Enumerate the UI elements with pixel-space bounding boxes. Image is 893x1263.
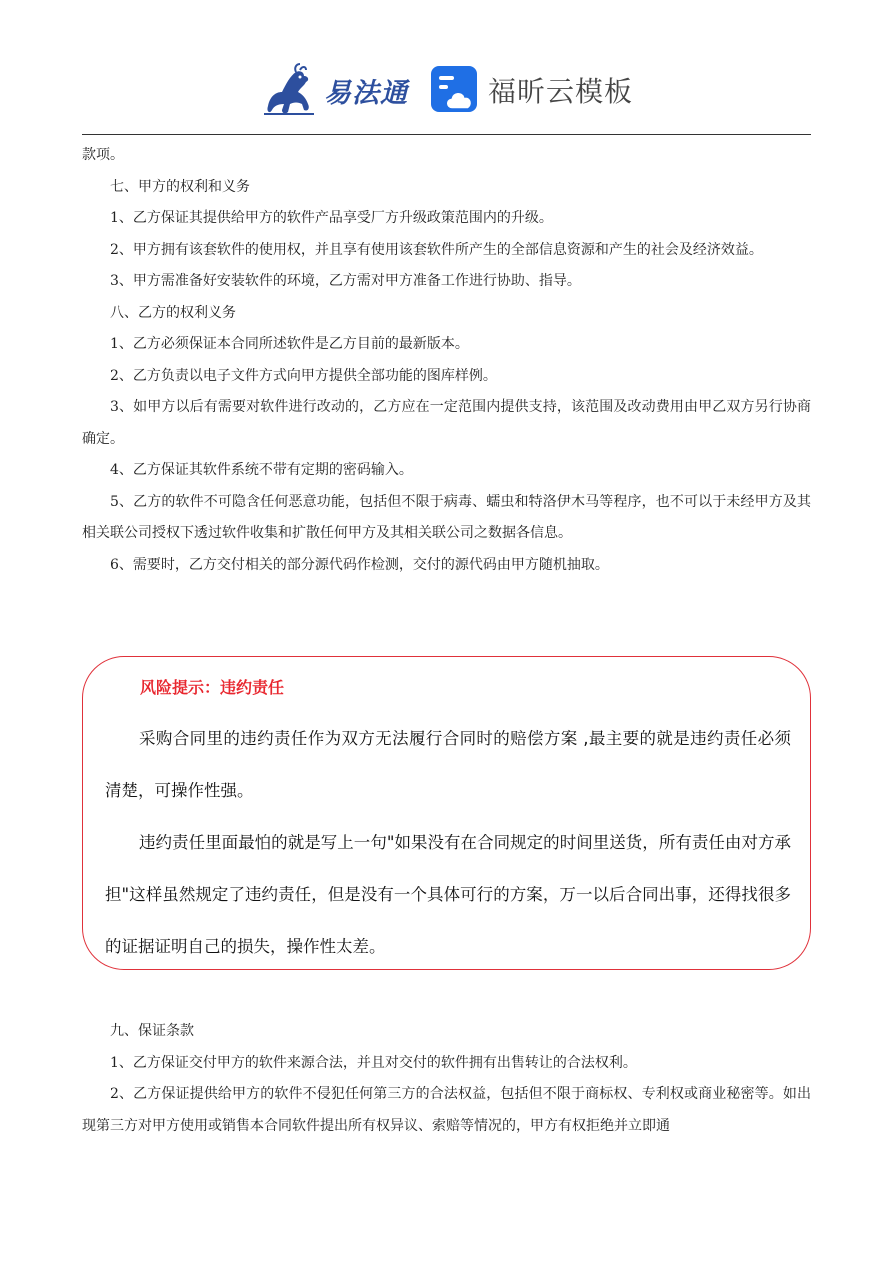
paragraph: 1、乙方必须保证本合同所述软件是乙方目前的最新版本。	[110, 336, 469, 352]
section-heading: 九、保证条款	[110, 1023, 194, 1039]
paragraph: 款项。	[82, 147, 124, 163]
risk-title: 风险提示：违约责任	[140, 678, 285, 697]
logo-right-text: 福昕云模板	[487, 75, 633, 108]
foxit-cloud-template-icon	[430, 65, 480, 115]
paragraph: 5、乙方的软件不可隐含任何恶意功能，包括但不限于病毒、蠕虫和特洛伊木马等程序，也不可以于未经甲方及其相关联公司授权下透过软件收集和扩散任何甲方及其相关联公司之数据各信息。	[82, 493, 811, 541]
paragraph: 3、甲方需准备好安装软件的环境，乙方需对甲方准备工作进行协助、指导。	[110, 273, 581, 289]
paragraph: 1、乙方保证交付甲方的软件来源合法，并且对交付的软件拥有出售转让的合法权利。	[110, 1054, 637, 1071]
foxit-logo	[430, 65, 633, 115]
risk-paragraph: 违约责任里面最怕的就是写上一句"如果没有在合同规定的时间里送货，所有责任由对方承担"这样虽然规定了违约责任，但是没有一个具体可行的方案，万一以后合同出事，还得找很多的证据证明自己的损失，操作性太差。	[105, 833, 791, 956]
horse-emblem-icon	[260, 62, 318, 118]
contract-body	[82, 140, 811, 581]
paragraph: 2、乙方保证提供给甲方的软件不侵犯任何第三方的合法权益，包括但不限于商标权、专利权或商业秘密等。如出现第三方对甲方使用或销售本合同软件提出所有权异议、索赔等情况的，甲方有权拒绝并立即通	[82, 1086, 811, 1134]
paragraph: 4、乙方保证其软件系统不带有定期的密码输入。	[110, 462, 413, 478]
risk-paragraph: 采购合同里的违约责任作为双方无法履行合同时的赔偿方案 ,最主要的就是违约责任必须清楚，可操作性强。	[105, 729, 791, 800]
risk-body	[105, 713, 791, 973]
guarantee-section	[82, 1016, 811, 1142]
paragraph: 1、乙方保证其提供给甲方的软件产品享受厂方升级政策范围内的升级。	[110, 210, 553, 226]
yifatong-logo	[260, 62, 408, 118]
paragraph: 2、甲方拥有该套软件的使用权，并且享有使用该套软件所产生的全部信息资源和产生的社会及经济效益。	[110, 241, 763, 258]
header-divider	[82, 134, 811, 135]
paragraph: 2、乙方负责以电子文件方式向甲方提供全部功能的图库样例。	[110, 367, 497, 384]
section-heading: 七、甲方的权利和义务	[110, 178, 250, 195]
risk-warning-box	[82, 656, 811, 970]
paragraph: 6、需要时，乙方交付相关的部分源代码作检测，交付的源代码由甲方随机抽取。	[110, 556, 609, 573]
section-heading: 八、乙方的权利义务	[110, 304, 236, 321]
paragraph: 3、如甲方以后有需要对软件进行改动的，乙方应在一定范围内提供支持，该范围及改动费用由甲乙双方另行协商确定。	[82, 399, 811, 447]
page-header	[0, 55, 893, 125]
logo-left-text: 易法通	[323, 77, 408, 109]
